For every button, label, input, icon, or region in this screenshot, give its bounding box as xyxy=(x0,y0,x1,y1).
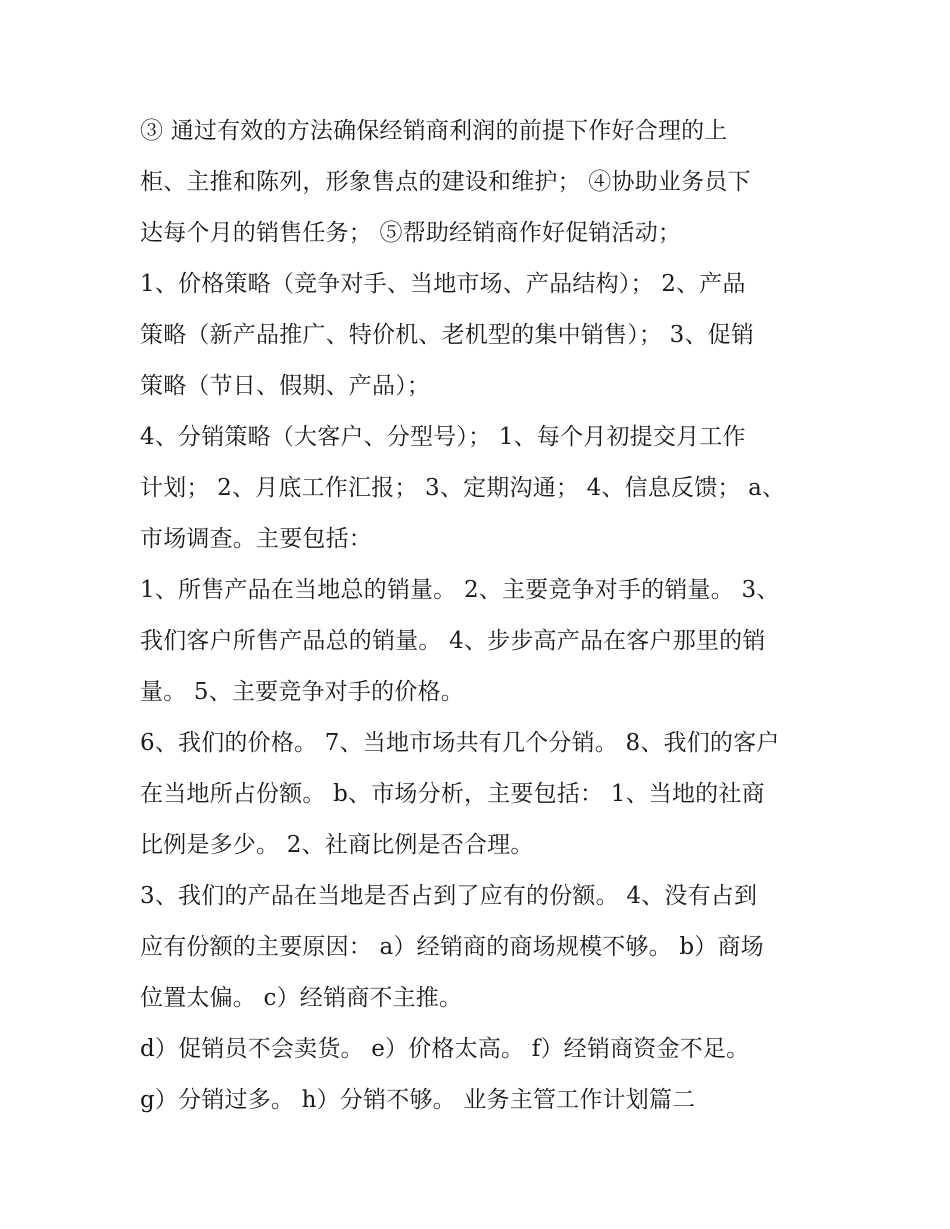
text-line: 位置太偏。 c）经销商不主推。 xyxy=(140,985,463,1011)
document-body xyxy=(140,106,820,1126)
text-line: 在当地所占份额。 b、市场分析，主要包括： 1、当地的社商 xyxy=(140,781,765,807)
text-line: 我们客户所售产品总的销量。 4、步步高产品在客户那里的销 xyxy=(140,628,766,654)
text-line: 达每个月的销售任务； ⑤帮助经销商作好促销活动； xyxy=(140,220,682,246)
text-line: 市场调查。主要包括： xyxy=(140,526,372,552)
text-line: 1、所售产品在当地总的销量。 2、主要竞争对手的销量。 3、 xyxy=(140,577,780,603)
text-line: ③ 通过有效的方法确保经销商利润的前提下作好合理的上 xyxy=(140,118,728,144)
text-line: 3、我们的产品在当地是否占到了应有的份额。 4、没有占到 xyxy=(140,883,758,909)
text-line: 比例是多少。 2、社商比例是否合理。 xyxy=(140,832,534,858)
text-line: 6、我们的价格。 7、当地市场共有几个分销。 8、我们的客户 xyxy=(140,730,780,756)
text-line: d）促销员不会卖货。 e）价格太高。 f）经销商资金不足。 xyxy=(140,1036,750,1062)
text-line: 应有份额的主要原因： a）经销商的商场规模不够。 b）商场 xyxy=(140,934,764,960)
text-line: 柜、主推和陈列，形象售点的建设和维护； ④协助业务员下 xyxy=(140,169,751,195)
text-line: 4、分销策略（大客户、分型号）； 1、每个月初提交月工作 xyxy=(140,424,746,450)
text-line: 策略（节日、假期、产品）； xyxy=(140,373,431,399)
text-line: 量。 5、主要竞争对手的价格。 xyxy=(140,679,464,705)
text-line: g）分销过多。 h）分销不够。 业务主管工作计划篇二 xyxy=(140,1087,696,1113)
text-line: 1、价格策略（竞争对手、当地市场、产品结构）； 2、产品 xyxy=(140,271,746,297)
text-line: 策略（新产品推广、特价机、老机型的集中销售）； 3、促销 xyxy=(140,322,755,348)
text-line: 计划； 2、月底工作汇报； 3、定期沟通； 4、信息反馈； a、 xyxy=(140,475,786,501)
